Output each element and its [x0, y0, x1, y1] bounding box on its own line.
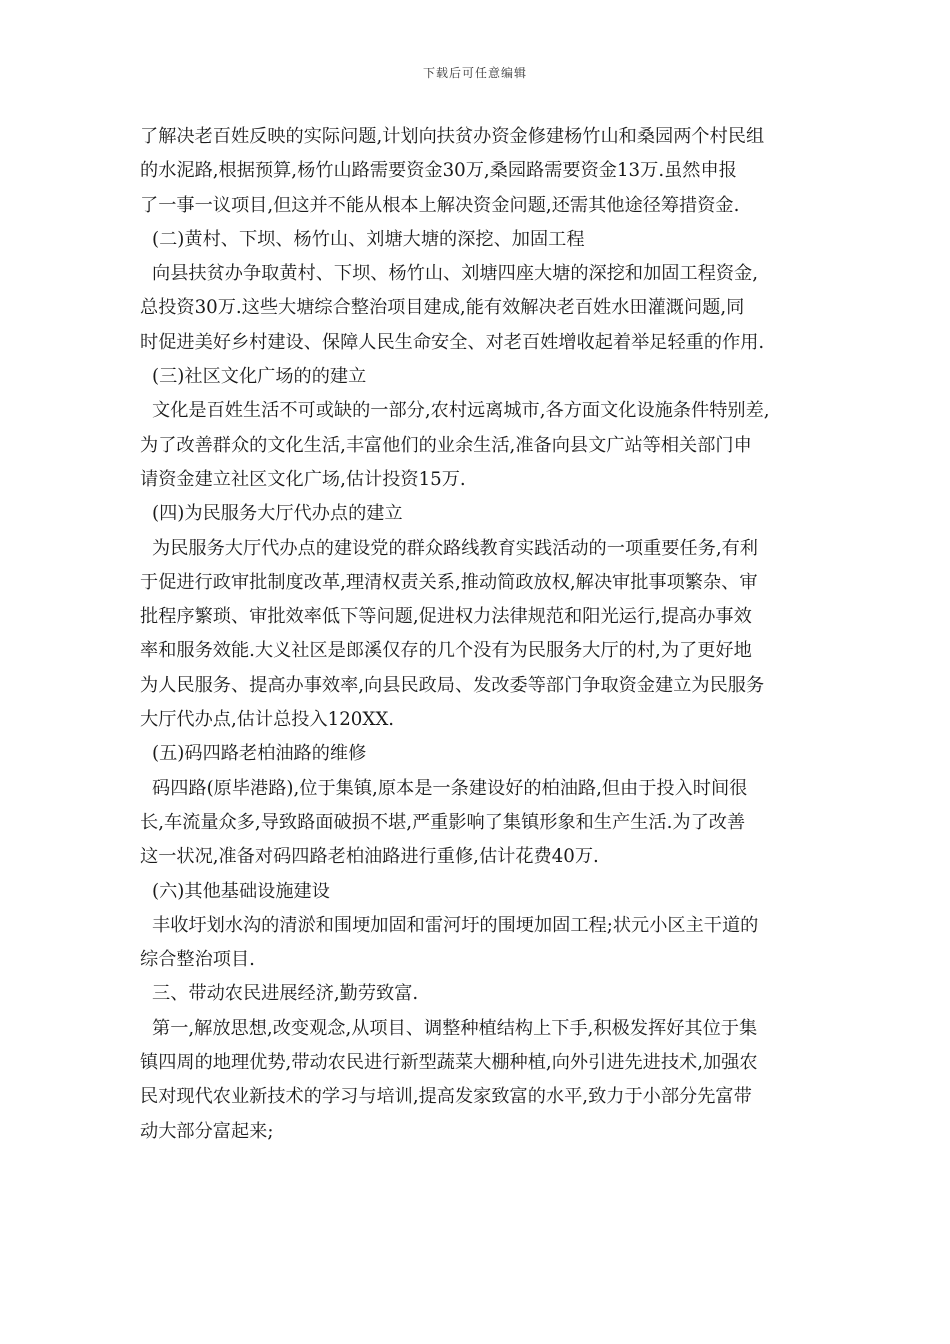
- paragraph-line: 请资金建立社区文化广场,估计投资15万.: [140, 468, 466, 490]
- paragraph-line: 为人民服务、提高办事效率,向县民政局、发改委等部门争取资金建立为民服务: [140, 674, 765, 696]
- paragraph-line: 为民服务大厅代办点的建设党的群众路线教育实践活动的一项重要任务,有利: [152, 537, 758, 559]
- paragraph-line: 大厅代办点,估计总投入120XX.: [140, 709, 395, 731]
- paragraph-line: 镇四周的地理优势,带动农民进行新型蔬菜大棚种植,向外引进先进技术,加强农: [140, 1052, 758, 1074]
- paragraph-line: 码四路(原毕港路),位于集镇,原本是一条建设好的柏油路,但由于投入时间很: [152, 777, 748, 799]
- paragraph-line: 长,车流量众多,导致路面破损不堪,严重影响了集镇形象和生产生活.为了改善: [140, 811, 746, 833]
- paragraph-line: 三、带动农民进展经济,勤劳致富.: [152, 983, 419, 1005]
- paragraph-line: 动大部分富起来;: [140, 1120, 274, 1142]
- paragraph-line: (二)黄村、下坝、杨竹山、刘塘大塘的深挖、加固工程: [152, 228, 585, 250]
- paragraph-line: 了解决老百姓反映的实际问题,计划向扶贫办资金修建杨竹山和桑园两个村民组: [140, 126, 765, 147]
- paragraph-line: 第一,解放思想,改变观念,从项目、调整种植结构上下手,积极发挥好其位于集: [152, 1017, 758, 1039]
- paragraph-line: (三)社区文化广场的的建立: [152, 366, 367, 388]
- paragraph-line: 丰收圩划水沟的清淤和围埂加固和雷河圩的围埂加固工程;状元小区主干道的: [152, 914, 759, 936]
- paragraph-line: 率和服务效能.大义社区是郎溪仅存的几个没有为民服务大厅的村,为了更好地: [140, 640, 752, 662]
- paragraph-line: 了一事一议项目,但这并不能从根本上解决资金问题,还需其他途径筹措资金.: [140, 194, 740, 216]
- paragraph-line: 民对现代农业新技术的学习与培训,提高发家致富的水平,致力于小部分先富带: [140, 1086, 752, 1108]
- paragraph-line: (五)码四路老柏油路的维修: [152, 743, 367, 765]
- paragraph-line: 综合整治项目.: [140, 949, 255, 971]
- paragraph-line: (四)为民服务大厅代办点的建立: [152, 503, 403, 525]
- page-header: 下载后可任意编辑: [422, 66, 527, 80]
- paragraph-line: 为了改善群众的文化生活,丰富他们的业余生活,准备向县文广站等相关部门申: [140, 434, 752, 456]
- paragraph-line: 的水泥路,根据预算,杨竹山路需要资金30万,桑园路需要资金13万.虽然申报: [140, 160, 737, 182]
- paragraph-line: 文化是百姓生活不可或缺的一部分,农村远离城市,各方面文化设施条件特别差,: [152, 400, 770, 422]
- paragraph-line: 批程序繁琐、审批效率低下等问题,促进权力法律规范和阳光运行,提高办事效: [140, 606, 752, 628]
- paragraph-line: 时促进美好乡村建设、保障人民生命安全、对老百姓增收起着举足轻重的作用.: [140, 331, 765, 353]
- paragraph-line: 向县扶贫办争取黄村、下坝、杨竹山、刘塘四座大塘的深挖和加固工程资金,: [152, 263, 758, 285]
- document-body: [140, 120, 815, 1149]
- paragraph-line: 于促进行政审批制度改革,理清权责关系,推动简政放权,解决审批事项繁杂、审: [140, 571, 758, 593]
- paragraph-line: 这一状况,准备对码四路老柏油路进行重修,估计花费40万.: [140, 846, 599, 868]
- paragraph-line: 总投资30万.这些大塘综合整治项目建成,能有效解决老百姓水田灌溉问题,同: [140, 297, 745, 319]
- paragraph-line: (六)其他基础设施建设: [152, 880, 330, 902]
